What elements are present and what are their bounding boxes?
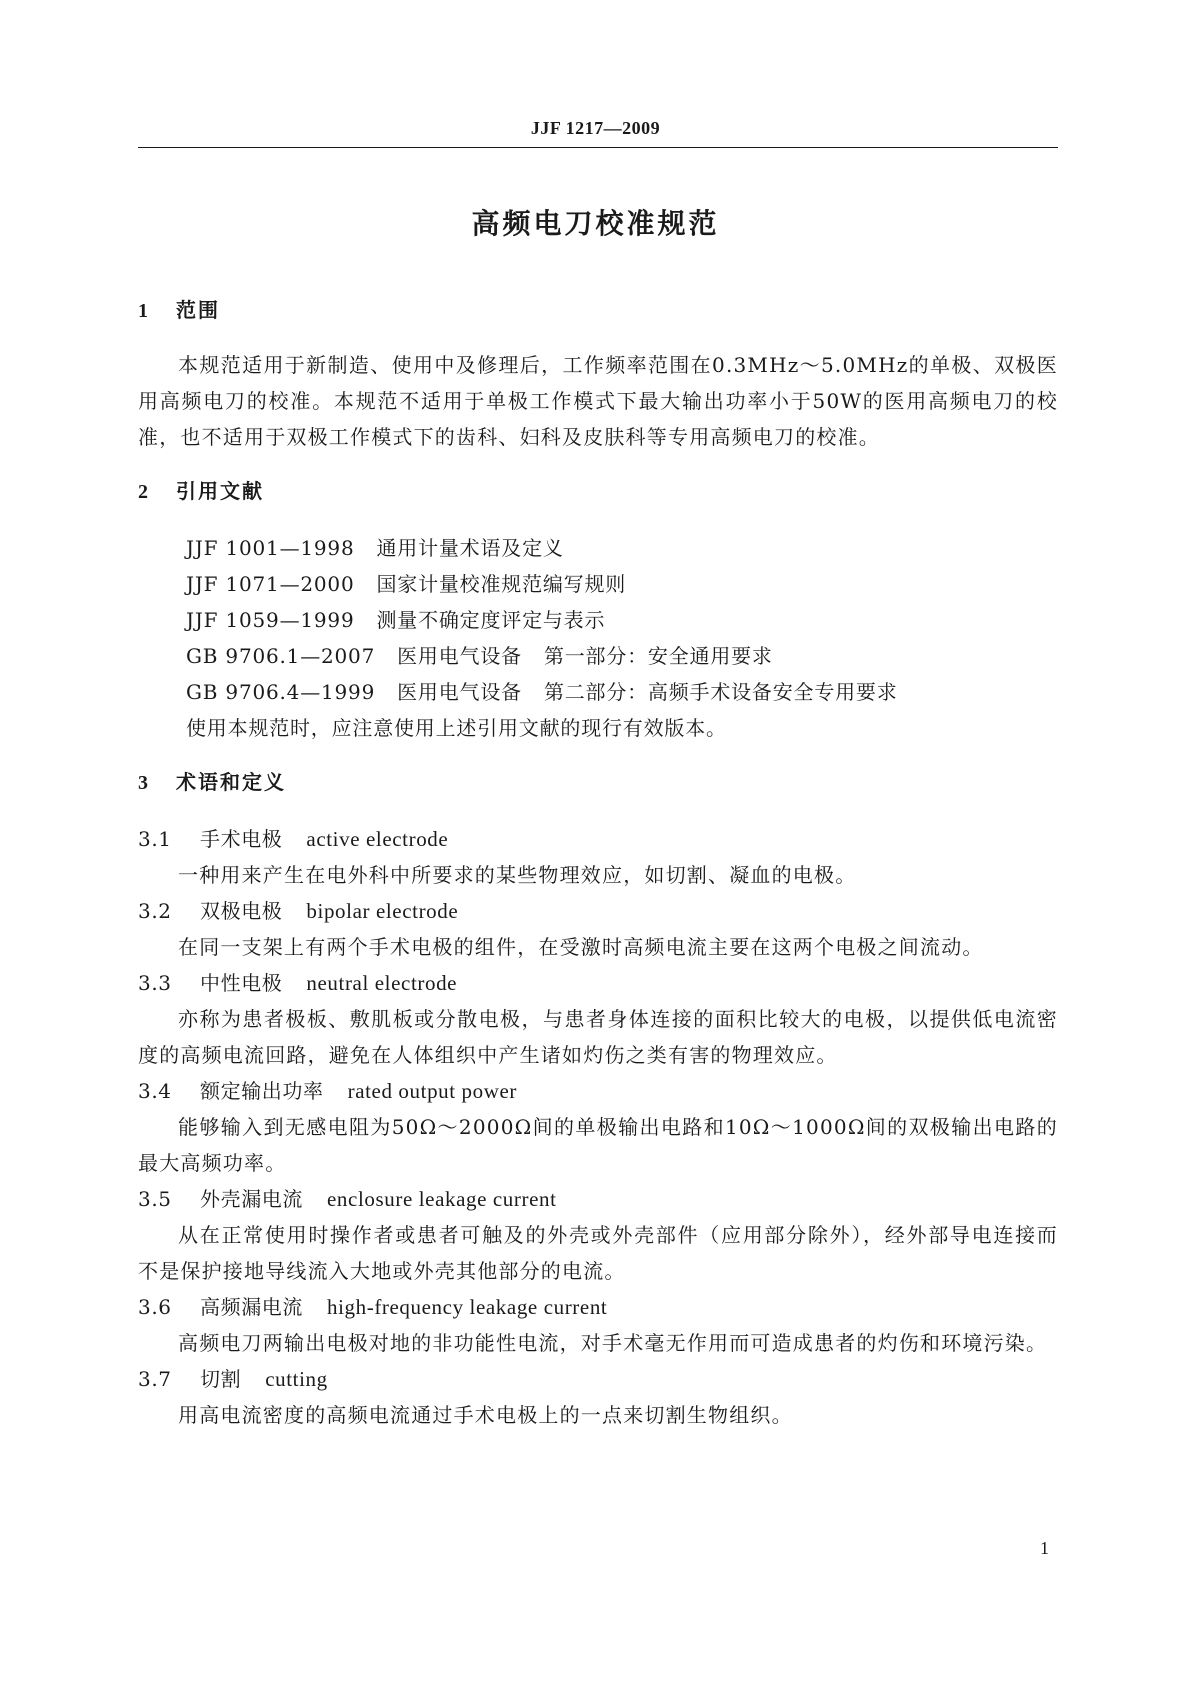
term-entry: [138, 893, 1058, 929]
term-number: 3.5: [138, 1187, 172, 1211]
reference-item: [138, 602, 1058, 638]
term-chinese: 高频漏电流: [200, 1295, 303, 1319]
page-number: 1: [1040, 1538, 1049, 1558]
reference-code: JJF 1059—1999: [186, 608, 355, 632]
reference-subtitle: 第二部分：高频手术设备安全专用要求: [543, 680, 898, 704]
header-divider: [138, 147, 1058, 148]
term-english: bipolar electrode: [306, 899, 459, 923]
section-3-heading: [138, 764, 1058, 801]
reference-item: [138, 530, 1058, 566]
term-entry: [138, 965, 1058, 1001]
term-entry: [138, 821, 1058, 857]
term-number: 3.1: [138, 827, 172, 851]
term-entry: [138, 1073, 1058, 1109]
term-number: 3.2: [138, 899, 172, 923]
term-english: rated output power: [347, 1079, 518, 1103]
section-number: 1: [138, 300, 150, 322]
section-title: 范围: [176, 298, 220, 322]
term-number: 3.7: [138, 1367, 172, 1391]
document-body: [138, 292, 1058, 1433]
term-chinese: 中性电极: [200, 971, 283, 995]
term-definition: 高频电刀两输出电极对地的非功能性电流，对手术毫无作用而可造成患者的灼伤和环境污染。: [178, 1331, 1048, 1355]
term-number: 3.3: [138, 971, 172, 995]
reference-title: 测量不确定度评定与表示: [376, 608, 606, 632]
term-number: 3.4: [138, 1079, 172, 1103]
reference-subtitle: 第一部分：安全通用要求: [543, 644, 773, 668]
reference-title: 通用计量术语及定义: [376, 536, 564, 560]
term-number: 3.6: [138, 1295, 172, 1319]
term-chinese: 手术电极: [200, 827, 283, 851]
term-english: enclosure leakage current: [327, 1187, 557, 1211]
section-title: 术语和定义: [176, 770, 286, 794]
section-number: 2: [138, 481, 150, 503]
term-entry: [138, 1289, 1058, 1325]
term-chinese: 切割: [200, 1367, 242, 1391]
term-english: active electrode: [306, 827, 449, 851]
reference-code: GB 9706.4—1999: [186, 680, 376, 704]
reference-title: 国家计量校准规范编写规则: [376, 572, 627, 596]
term-chinese: 额定输出功率: [200, 1079, 324, 1103]
term-definition: 亦称为患者极板、敷肌板或分散电极，与患者身体连接的面积比较大的电极，以提供低电流密度的高频电流回路，避免在人体组织中产生诸如灼伤之类有害的物理效应。: [138, 1007, 1058, 1067]
reference-item: [138, 638, 1058, 674]
section-title: 引用文献: [176, 479, 264, 503]
reference-title: 医用电气设备: [397, 644, 522, 668]
term-definition: 在同一支架上有两个手术电极的组件，在受激时高频电流主要在这两个电极之间流动。: [178, 935, 984, 959]
term-list: [138, 821, 1058, 1433]
reference-item: [138, 566, 1058, 602]
section-1-paragraph: 本规范适用于新制造、使用中及修理后，工作频率范围在0.3MHz～5.0MHz的单极、双极医用高频电刀的校准。本规范不适用于单极工作模式下最大输出功率小于50W的医用高频电刀的校准，也不适用于双极工作模式下的齿科、妇科及皮肤科等专用高频电刀的校准。: [138, 353, 1058, 449]
term-english: cutting: [265, 1367, 328, 1391]
term-chinese: 外壳漏电流: [200, 1187, 303, 1211]
reference-item: [138, 674, 1058, 710]
header-standard-code: JJF 1217—2009: [530, 118, 661, 138]
term-chinese: 双极电极: [200, 899, 283, 923]
term-definition: 用高电流密度的高频电流通过手术电极上的一点来切割生物组织。: [178, 1403, 793, 1427]
term-entry: [138, 1181, 1058, 1217]
section-2-heading: [138, 473, 1058, 510]
document-title: 高频电刀校准规范: [471, 207, 720, 240]
section-number: 3: [138, 772, 150, 794]
term-definition: 能够输入到无感电阻为50Ω～2000Ω间的单极输出电路和10Ω～1000Ω间的双极输出电路的最大高频功率。: [138, 1115, 1058, 1175]
reference-note: 使用本规范时，应注意使用上述引用文献的现行有效版本。: [186, 716, 727, 740]
reference-code: JJF 1071—2000: [186, 572, 355, 596]
reference-title: 医用电气设备: [397, 680, 522, 704]
term-definition: 从在正常使用时操作者或患者可触及的外壳或外壳部件（应用部分除外），经外部导电连接而不是保护接地导线流入大地或外壳其他部分的电流。: [138, 1223, 1058, 1283]
term-entry: [138, 1361, 1058, 1397]
term-definition: 一种用来产生在电外科中所要求的某些物理效应，如切割、凝血的电极。: [178, 863, 857, 887]
section-1-heading: [138, 292, 1058, 329]
reference-list: [138, 530, 1058, 746]
term-english: neutral electrode: [306, 971, 458, 995]
reference-code: JJF 1001—1998: [186, 536, 355, 560]
reference-code: GB 9706.1—2007: [186, 644, 376, 668]
term-english: high-frequency leakage current: [327, 1295, 608, 1319]
